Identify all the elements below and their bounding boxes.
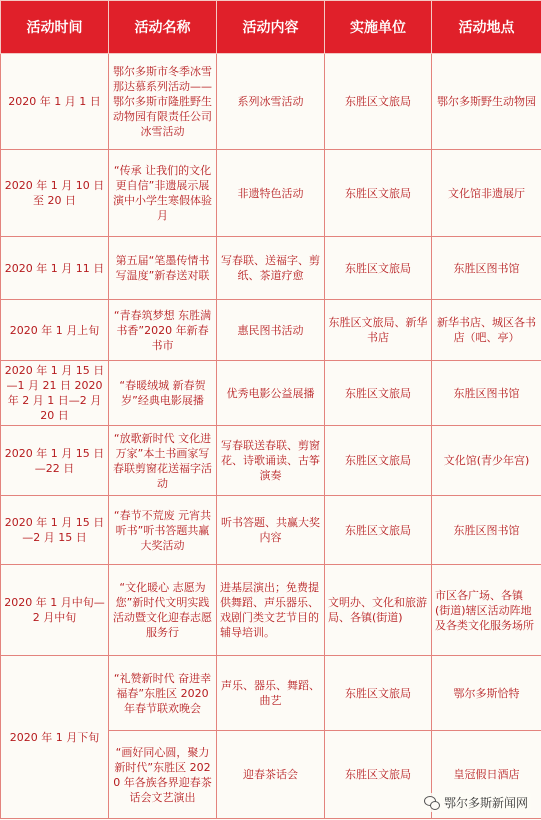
- header-name: 活动名称: [109, 1, 217, 54]
- cell-unit: 东胜区文旅局: [325, 731, 432, 819]
- cell-place: 东胜区图书馆: [432, 496, 541, 565]
- cell-content: 进基层演出；免费提供舞蹈、声乐器乐、戏剧门类文艺节目的辅导培训。: [217, 565, 325, 656]
- cell-name: “青春筑梦想 东胜满书香”2020 年新春书市: [109, 300, 217, 361]
- table-row: [1, 300, 541, 361]
- table-row: [1, 565, 541, 656]
- cell-place: 新华书店、城区各书店（吧、亭）: [432, 300, 541, 361]
- cell-unit: 文明办、文化和旅游局、各镇(街道): [325, 565, 432, 656]
- cell-time: 2020 年 1 月中旬—2 月中旬: [1, 565, 109, 656]
- header-content: 活动内容: [217, 1, 325, 54]
- cell-place: 皇冠假日酒店: [432, 731, 541, 819]
- table-row: [1, 54, 541, 150]
- cell-place: 鄂尔多斯野生动物园: [432, 54, 541, 150]
- cell-place: 市区各广场、各镇(街道)辖区活动阵地及各类文化服务场所: [432, 565, 541, 656]
- cell-unit: 东胜区文旅局: [325, 150, 432, 237]
- cell-time: 2020 年 1 月上旬: [1, 300, 109, 361]
- cell-name: “春节不荒废 元宵共听书”听书答题共赢大奖活动: [109, 496, 217, 565]
- cell-content: 系列冰雪活动: [217, 54, 325, 150]
- source-watermark: [421, 793, 531, 812]
- cell-unit: 东胜区文旅局: [325, 426, 432, 496]
- cell-time: 2020 年 1 月 1 日: [1, 54, 109, 150]
- cell-unit: 东胜区文旅局、新华书店: [325, 300, 432, 361]
- cell-time: 2020 年 1 月 10 日至 20 日: [1, 150, 109, 237]
- cell-content: 写春联、送福字、剪纸、茶道疗愈: [217, 237, 325, 300]
- cell-content: 优秀电影公益展播: [217, 361, 325, 426]
- header-time: 活动时间: [1, 1, 109, 54]
- cell-unit: 东胜区文旅局: [325, 54, 432, 150]
- cell-unit: 东胜区文旅局: [325, 361, 432, 426]
- cell-content: 非遗特色活动: [217, 150, 325, 237]
- cell-name: “礼赞新时代 奋进幸福春”东胜区 2020 年春节联欢晚会: [109, 656, 217, 731]
- cell-content: 写春联送春联、剪窗花、诗歌诵读、古筝演奏: [217, 426, 325, 496]
- table-row: [1, 150, 541, 237]
- cell-name: 第五届“笔墨传情书写温度”新春送对联: [109, 237, 217, 300]
- cell-unit: 东胜区文旅局: [325, 237, 432, 300]
- header-row: [1, 1, 541, 54]
- table-row: [1, 426, 541, 496]
- cell-name: 鄂尔多斯市冬季冰雪那达慕系列活动——鄂尔多斯市隆胜野生动物园有限责任公司冰雪活动: [109, 54, 217, 150]
- cell-time: 2020 年 1 月 15 日—22 日: [1, 426, 109, 496]
- cell-content: 惠民图书活动: [217, 300, 325, 361]
- cell-content: 迎春茶话会: [217, 731, 325, 819]
- cell-time: 2020 年 1 月 11 日: [1, 237, 109, 300]
- cell-name: “画好同心圆，聚力新时代”东胜区 2020 年各族各界迎春茶话会文艺演出: [109, 731, 217, 819]
- cell-place: 鄂尔多斯恰特: [432, 656, 541, 731]
- header-unit: 实施单位: [325, 1, 432, 54]
- cell-name: “传承 让我们的文化更自信”非遗展示展演中小学生寒假体验月: [109, 150, 217, 237]
- cell-time: 2020 年 1 月 15 日—1 月 21 日 2020 年 2 月 1 日—2 月 20 日: [1, 361, 109, 426]
- table-row: [1, 496, 541, 565]
- cell-content: 听书答题、共赢大奖内容: [217, 496, 325, 565]
- cell-content: 声乐、器乐、舞蹈、曲艺: [217, 656, 325, 731]
- table-row: [1, 237, 541, 300]
- cell-place: 东胜区图书馆: [432, 237, 541, 300]
- cell-name: “放歌新时代 文化进万家”本土书画家写春联剪窗花送福字活动: [109, 426, 217, 496]
- cell-name: “文化暖心 志愿为您”新时代文明实践活动暨文化迎春志愿服务行: [109, 565, 217, 656]
- cell-place: 文化馆(青少年宫): [432, 426, 541, 496]
- cell-unit: 东胜区文旅局: [325, 656, 432, 731]
- watermark-text: 鄂尔多斯新闻网: [443, 796, 528, 810]
- cell-time: 2020 年 1 月 15 日—2 月 15 日: [1, 496, 109, 565]
- table-row: [1, 361, 541, 426]
- header-place: 活动地点: [432, 1, 541, 54]
- cell-unit: 东胜区文旅局: [325, 496, 432, 565]
- wechat-icon: [424, 796, 440, 810]
- cell-time: 2020 年 1 月下旬: [1, 656, 109, 819]
- cell-name: “春暖绒城 新春贺岁”经典电影展播: [109, 361, 217, 426]
- cell-place: 东胜区图书馆: [432, 361, 541, 426]
- table-row: [1, 656, 541, 731]
- cell-place: 文化馆非遗展厅: [432, 150, 541, 237]
